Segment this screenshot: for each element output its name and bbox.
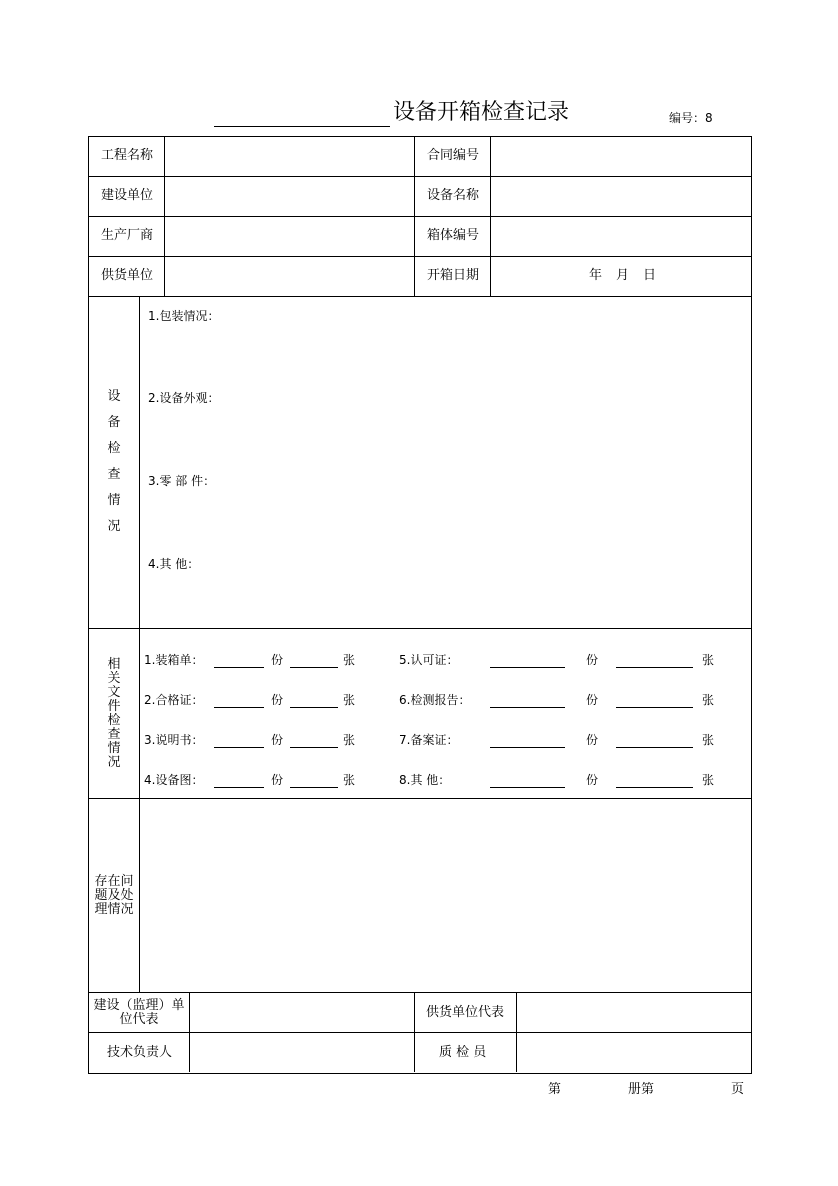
- inspector-field[interactable]: [518, 1034, 748, 1070]
- tech-lead-field[interactable]: [191, 1034, 412, 1070]
- title-underline: [214, 126, 390, 127]
- date-day: 日: [643, 268, 657, 283]
- unit-sheets: 张: [702, 653, 715, 667]
- col-divider: [414, 136, 415, 296]
- doc-qualification-cert: 2.合格证：: [144, 693, 204, 707]
- unit-sheets: 张: [343, 693, 356, 707]
- doc-test-report-copies-blank[interactable]: [490, 707, 565, 708]
- row-divider: [88, 176, 751, 177]
- doc-approval-cert-sheets-blank[interactable]: [616, 667, 693, 668]
- doc-test-report: 6.检测报告：: [399, 693, 471, 707]
- label-open-date: 开箱日期: [427, 268, 480, 283]
- doc-packing-list: 1.装箱单：: [144, 653, 204, 667]
- form-code: 编号：8: [669, 111, 713, 125]
- row-divider: [88, 798, 751, 799]
- inspection-notes-area[interactable]: [141, 330, 748, 626]
- doc-qualification-cert-copies-blank[interactable]: [214, 707, 264, 708]
- builder-field[interactable]: [166, 178, 412, 214]
- inspection-item-appearance: 2.设备外观：: [148, 391, 220, 405]
- footer-volume-mid: 册第: [628, 1082, 655, 1097]
- inspection-item-packaging: 1.包装情况：: [148, 309, 220, 323]
- unit-sheets: 张: [702, 693, 715, 707]
- label-tech-lead: 技术负责人: [107, 1045, 173, 1060]
- row-divider: [88, 628, 751, 629]
- row-divider: [88, 1032, 751, 1033]
- doc-manual: 3.说明书：: [144, 733, 204, 747]
- col-divider: [414, 992, 415, 1072]
- doc-filing-cert-copies-blank[interactable]: [490, 747, 565, 748]
- page-title: 设备开箱检查记录: [393, 100, 570, 125]
- label-inspector: 质 检 员: [439, 1045, 487, 1060]
- inspection-label: 设备检查情况: [107, 389, 121, 534]
- doc-test-report-sheets-blank[interactable]: [616, 707, 693, 708]
- label-builder: 建设单位: [101, 188, 154, 203]
- problems-notes-area[interactable]: [141, 800, 748, 990]
- contract-no-field[interactable]: [492, 138, 748, 174]
- doc-manual-copies-blank[interactable]: [214, 747, 264, 748]
- unit-sheets: 张: [702, 733, 715, 747]
- builder-rep-field[interactable]: [191, 994, 412, 1030]
- label-box-no: 箱体编号: [427, 228, 480, 243]
- doc-packing-list-copies-blank[interactable]: [214, 667, 264, 668]
- unit-copies: 份: [271, 773, 284, 787]
- unit-sheets: 张: [702, 773, 715, 787]
- unit-sheets: 张: [343, 653, 356, 667]
- footer-page-suffix: 页: [731, 1082, 745, 1097]
- doc-approval-cert: 5.认可证：: [399, 653, 459, 667]
- unit-copies: 份: [586, 773, 599, 787]
- col-divider: [164, 136, 165, 296]
- unit-copies: 份: [586, 733, 599, 747]
- col-divider: [189, 992, 190, 1072]
- label-manufacturer: 生产厂商: [101, 228, 154, 243]
- inspection-item-parts: 3.零 部 件：: [148, 474, 216, 488]
- equipment-name-field[interactable]: [492, 178, 748, 214]
- date-year: 年: [589, 268, 603, 283]
- unit-sheets: 张: [343, 733, 356, 747]
- label-supplier-rep: 供货单位代表: [426, 1005, 505, 1020]
- unit-copies: 份: [271, 653, 284, 667]
- label-equipment-name: 设备名称: [427, 188, 480, 203]
- doc-approval-cert-copies-blank[interactable]: [490, 667, 565, 668]
- doc-filing-cert-sheets-blank[interactable]: [616, 747, 693, 748]
- col-divider: [516, 992, 517, 1072]
- inspection-item-other: 4.其 他：: [148, 557, 200, 571]
- label-supplier: 供货单位: [101, 268, 154, 283]
- project-name-field[interactable]: [166, 138, 412, 174]
- label-builder-rep: 建设（监理）单位代表: [93, 998, 185, 1027]
- problems-label: 存在问题及处理情况: [94, 874, 134, 917]
- row-divider: [88, 992, 751, 993]
- doc-drawing-sheets-blank[interactable]: [290, 787, 338, 788]
- footer-volume-prefix: 第: [548, 1082, 562, 1097]
- doc-manual-sheets-blank[interactable]: [290, 747, 338, 748]
- manufacturer-field[interactable]: [166, 218, 412, 254]
- doc-other-sheets-blank[interactable]: [616, 787, 693, 788]
- unit-copies: 份: [586, 653, 599, 667]
- row-divider: [88, 216, 751, 217]
- row-divider: [88, 256, 751, 257]
- documents-label: 相关文件检查情况: [107, 657, 121, 770]
- label-contract-no: 合同编号: [427, 148, 480, 163]
- doc-qualification-cert-sheets-blank[interactable]: [290, 707, 338, 708]
- supplier-field[interactable]: [166, 258, 412, 294]
- doc-other-copies-blank[interactable]: [490, 787, 565, 788]
- doc-filing-cert: 7.备案证：: [399, 733, 459, 747]
- unit-copies: 份: [586, 693, 599, 707]
- col-divider: [139, 296, 140, 992]
- unit-copies: 份: [271, 693, 284, 707]
- label-project-name: 工程名称: [101, 148, 154, 163]
- doc-packing-list-sheets-blank[interactable]: [290, 667, 338, 668]
- unit-copies: 份: [271, 733, 284, 747]
- doc-drawing-copies-blank[interactable]: [214, 787, 264, 788]
- supplier-rep-field[interactable]: [518, 994, 748, 1030]
- unit-sheets: 张: [343, 773, 356, 787]
- date-month: 月: [616, 268, 630, 283]
- box-no-field[interactable]: [492, 218, 748, 254]
- doc-drawing: 4.设备图：: [144, 773, 204, 787]
- col-divider: [490, 136, 491, 296]
- doc-other: 8.其 他：: [399, 773, 451, 787]
- row-divider: [88, 296, 751, 297]
